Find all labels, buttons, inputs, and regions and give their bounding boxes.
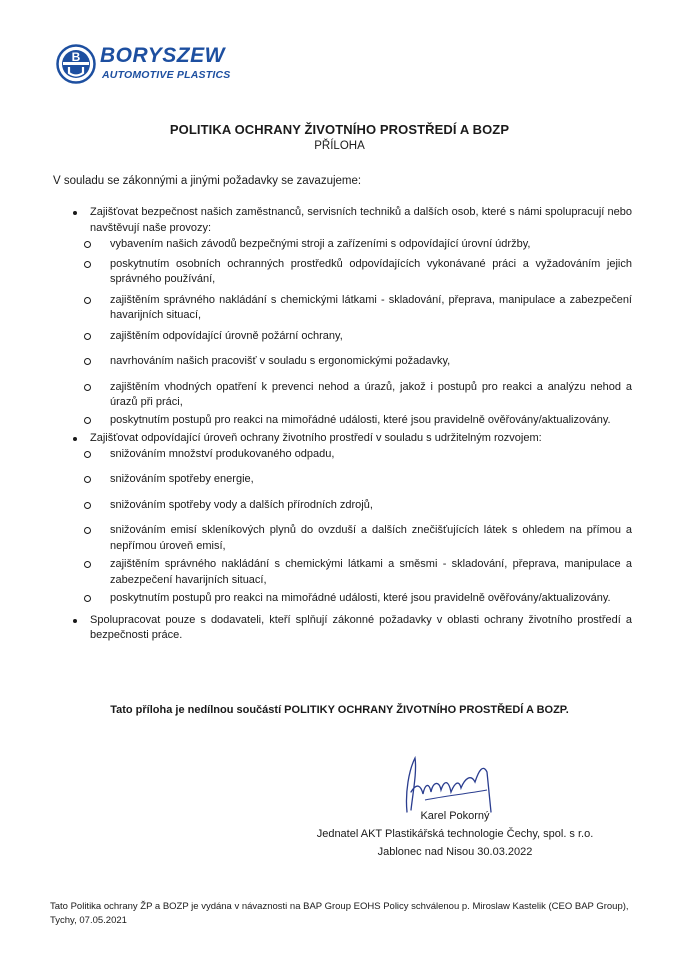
footer-note: Tato Politika ochrany ŽP a BOZP je vydána v návaznosti na BAP Group EOHS Policy schválenou p. Miroslaw Kastelik (CEO BAP Group), Tychy, 07.05.2021 (50, 901, 629, 926)
logo-name: BORYSZEW (100, 44, 225, 67)
logo-subtitle: AUTOMOTIVE PLASTICS (102, 69, 231, 81)
boryszew-logo-icon (56, 44, 96, 84)
bullet-text: Spolupracovat pouze s dodavateli, kteří splňují zákonné požadavky v oblasti ochrany životního prostředí a bezpečnosti práce. (90, 613, 632, 641)
sub-item: zajištěním správného nakládání s chemickými látkami - skladování, přeprava, manipulace a zabezpečení havarijních situací, (82, 293, 632, 324)
logo-mark-letter: B (71, 50, 81, 64)
closing-statement: Tato příloha je nedílnou součástí POLITIKY OCHRANY ŽIVOTNÍHO PROSTŘEDÍ A BOZP. (110, 704, 569, 716)
signatory-place-date: Jablonec nad Nisou 30.03.2022 (377, 846, 533, 858)
intro-text: V souladu se zákonnými a jinými požadavky se zavazujeme: (53, 175, 362, 187)
bullet-text: Zajišťovat bezpečnost našich zaměstnanců, servisních techniků a dalších osob, které s námi spolupracují nebo navštěvují naše provozy: (90, 206, 632, 234)
sub-item: snižováním spotřeby vody a dalších přírodních zdrojů, (82, 498, 632, 514)
sub-item: navrhováním našich pracovišť v souladu s ergonomickými požadavky, (82, 354, 632, 370)
signatory-role: Jednatel AKT Plastikářská technologie Čechy, spol. s r.o. (316, 828, 594, 840)
sub-item: zajištěním vhodných opatření k prevenci nehod a úrazů, jakož i postupů pro reakci a analýzu nehod a úrazů při práci, (82, 380, 632, 411)
bullet-environment (72, 431, 632, 447)
commitments-list (72, 205, 632, 644)
sub-item: poskytnutím postupů pro reakci na mimořádné události, které jsou pravidelně ověřovány/aktualizovány. (82, 591, 632, 607)
signatory-name: Karel Pokorný (420, 810, 490, 822)
sub-item: vybavením našich závodů bezpečnými stroji a zařízeními s odpovídající úrovní údržby, (82, 237, 632, 253)
bullet-safety (72, 205, 632, 236)
sub-item: poskytnutím osobních ochranných prostředků odpovídajících vykonávané práci a vyžadováním jejich správného používání, (82, 257, 632, 288)
bullet-text: Zajišťovat odpovídající úroveň ochrany životního prostředí v souladu s udržitelným rozvojem: (90, 432, 542, 444)
document-subtitle: PŘÍLOHA (314, 140, 365, 152)
document-title: POLITIKA OCHRANY ŽIVOTNÍHO PROSTŘEDÍ A BOZP (169, 122, 510, 137)
sub-item: snižováním spotřeby energie, (82, 472, 632, 488)
sub-item: zajištěním odpovídající úrovně požární ochrany, (82, 329, 632, 345)
bullet-suppliers (72, 613, 632, 644)
sub-item: snižováním množství produkovaného odpadu, (82, 447, 632, 463)
sub-item: poskytnutím postupů pro reakci na mimořádné události, které jsou pravidelně ověřovány/aktualizovány. (82, 413, 632, 429)
sub-item: snižováním emisí skleníkových plynů do ovzduší a dalších znečišťujících látek s ohledem na přímou a nepřímou úroveň emisí, (82, 523, 632, 554)
sub-item: zajištěním správného nakládání s chemickými látkami a směsmi - skladování, přeprava, manipulace a zabezpečení havarijních situací, (82, 557, 632, 588)
